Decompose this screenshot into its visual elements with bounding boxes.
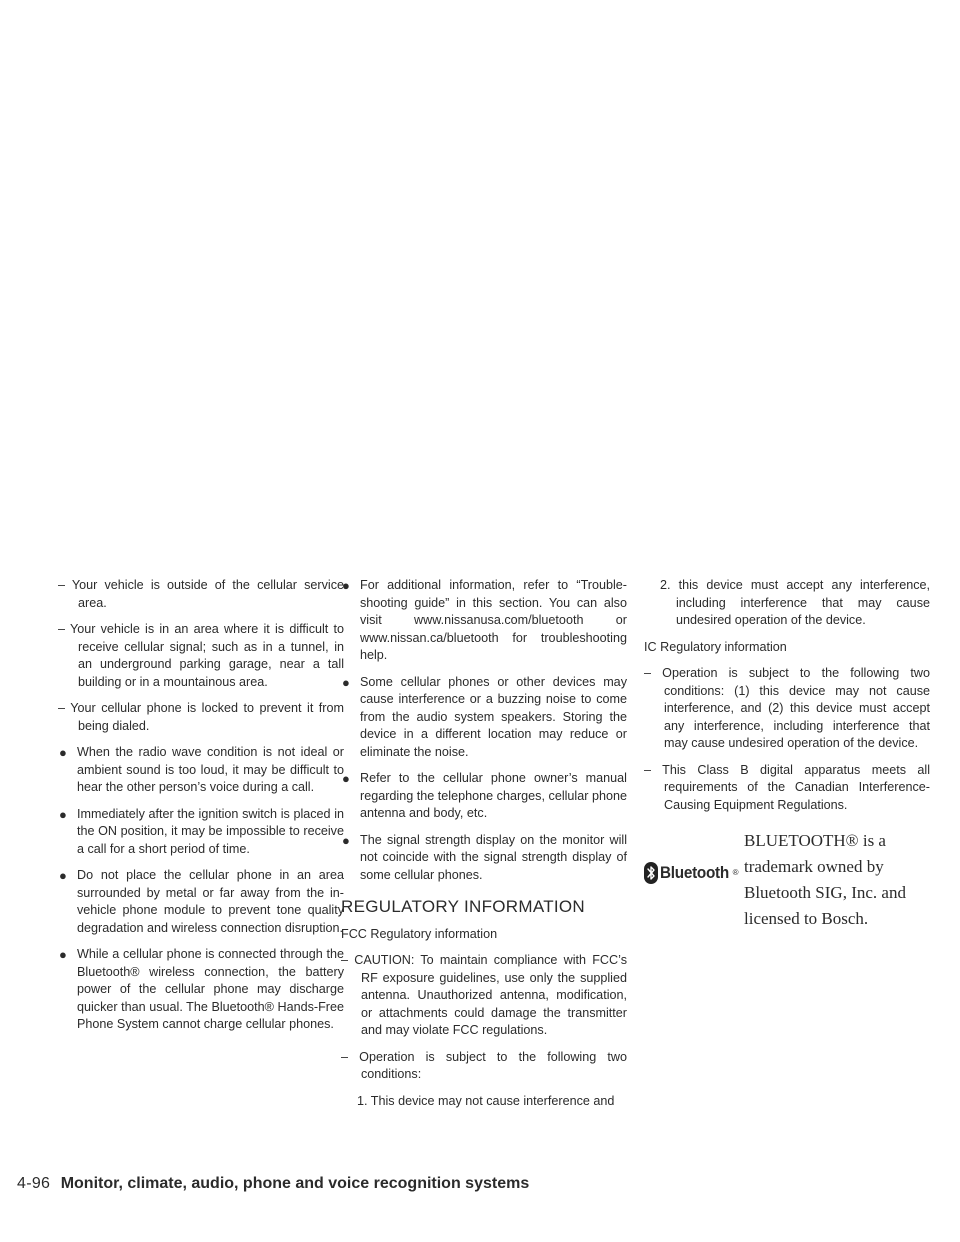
condition-outside-service-area: – Your vehicle is outside of the cellular service area. (58, 578, 344, 610)
fcc-condition-2: 2. this device must accept any interference, including interference that may cause undesired operation of the device. (660, 578, 930, 627)
bluetooth-trademark-block (644, 828, 930, 958)
bullet-icon: ● (59, 745, 67, 760)
bullet-text: The signal strength display on the monitor will not coincide with the signal strength display of some cellular phones. (360, 832, 627, 882)
bullet-signal-strength (341, 832, 627, 885)
registered-mark: ® (732, 868, 739, 878)
bullet-icon: ● (59, 947, 67, 962)
bluetooth-logo (644, 862, 739, 884)
bullet-radio-wave (58, 744, 344, 797)
bullet-icon: ● (342, 578, 350, 593)
page-number: 4-96 (17, 1175, 51, 1192)
fcc-condition-1: 1. This device may not cause interference and (357, 1093, 615, 1108)
bullet-text: Some cellular phones or other devices may cause interference or a buzzing noise to come from the audio system speakers. Storing the device in a different location may reduce or eliminate the noise. (360, 674, 627, 759)
fcc-conditions: – Operation is subject to the following two conditions: (341, 1049, 627, 1081)
bullet-battery (58, 946, 344, 1034)
chapter-title: Monitor, climate, audio, phone and voice recognition systems (60, 1175, 530, 1192)
section-heading: REGULATORY INFORMATION (341, 897, 586, 916)
ic-conditions: – Operation is subject to the following two conditions: (1) this device may not cause interference, and (2) this device must accept any interference, including interference that may cause undesired operation of the device. (644, 666, 930, 750)
trademark-notice: BLUETOOTH® is a trademark owned by Bluetooth SIG, Inc. and licensed to Bosch. (744, 831, 906, 928)
ic-title: IC Regulatory information (644, 639, 787, 654)
bullet-text: For additional information, refer to “Trouble-shooting guide” in this section. You can also visit www.nissanusa.com/bluetooth or www.nissan.ca/bluetooth for troubleshooting help. (360, 578, 627, 662)
fcc-title: FCC Regulatory information (341, 926, 498, 941)
page-footer (17, 1175, 529, 1193)
fcc-caution: – CAUTION: To maintain compliance with FCC’s RF exposure guidelines, use only the supplied antenna. Unauthorized antenna, modification, or attachments could damage the transmitter and may violate FCC regulations. (341, 953, 627, 1037)
column-3 (644, 577, 930, 958)
column-1 (58, 577, 344, 1034)
condition-phone-locked: – Your cellular phone is locked to prevent it from being dialed. (58, 701, 344, 733)
column-2 (341, 577, 627, 1110)
bluetooth-icon (644, 862, 658, 884)
bullet-text: When the radio wave condition is not ideal or ambient sound is too loud, it may be difficult to hear the other person’s voice during a call. (77, 745, 344, 794)
bullet-text: While a cellular phone is connected through the Bluetooth® wireless connection, the battery power of the cellular phone may discharge quicker than usual. The Bluetooth® Hands-Free Phone System cannot charge cellular phones. (77, 947, 344, 1031)
bullet-icon: ● (59, 806, 67, 822)
bullet-icon: ● (59, 868, 67, 883)
bullet-owners-manual (341, 770, 627, 823)
bullet-icon: ● (342, 832, 350, 848)
bullet-interference (341, 674, 627, 762)
bullet-phone-placement (58, 867, 344, 937)
bullet-text: Do not place the cellular phone in an area surrounded by metal or far away from the in-vehicle phone module to prevent tone quality degradation and wireless connection disruption. (77, 868, 344, 935)
bullet-icon: ● (342, 674, 350, 690)
bluetooth-wordmark: Bluetooth (660, 863, 729, 883)
ic-class-b: – This Class B digital apparatus meets all requirements of the Canadian Interference-Causing Equipment Regulations. (644, 762, 930, 812)
bullet-text: Refer to the cellular phone owner’s manual regarding the telephone charges, cellular phone antenna and body, etc. (360, 771, 627, 820)
condition-difficult-signal-area: – Your vehicle is in an area where it is difficult to receive cellular signal; such as in a tunnel, in an underground parking garage, near a tall building or in a mountainous area. (58, 622, 344, 689)
bullet-troubleshooting (341, 577, 627, 665)
bullet-text: Immediately after the ignition switch is placed in the ON position, it may be impossible to receive a call for a short period of time. (77, 806, 344, 856)
bullet-icon: ● (342, 771, 350, 786)
bullet-ignition (58, 806, 344, 859)
